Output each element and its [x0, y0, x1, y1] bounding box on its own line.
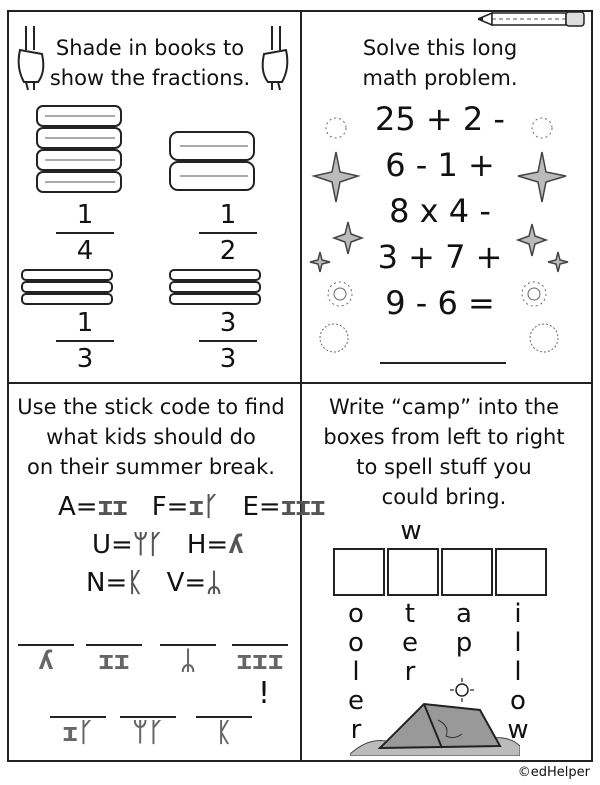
fraction-bar — [56, 232, 114, 234]
fraction-three-thirds — [193, 308, 263, 374]
fraction-bar — [199, 340, 257, 342]
code-u-label: U= — [92, 530, 133, 560]
col3-letter-2: p — [455, 628, 473, 658]
fraction-numerator: 1 — [76, 308, 94, 338]
stick-clue: ɪᚴ — [62, 718, 94, 748]
fraction-denominator: 3 — [219, 344, 237, 374]
col1-letter-4: e — [348, 686, 364, 716]
col2-letter-3: r — [404, 657, 416, 687]
stick-v-icon: ᛦ — [206, 568, 221, 598]
vertical-divider — [300, 12, 302, 760]
col4-letter-1: i — [514, 599, 522, 629]
code-n-label: N= — [86, 568, 128, 598]
top-letter-w: w — [400, 516, 422, 546]
fraction-bar — [199, 232, 257, 234]
answer-line[interactable] — [380, 362, 506, 364]
col2-letter-1: t — [404, 599, 416, 629]
math-line-2: 6 - 1 + — [385, 146, 495, 184]
stick-clue: ᛦ — [180, 646, 196, 676]
code-a-label: A= — [58, 492, 98, 522]
letter-box-2[interactable] — [387, 548, 439, 596]
stick-clue: ʎ — [38, 646, 54, 676]
exclamation-mark: ! — [258, 676, 271, 711]
answer-blank-4[interactable] — [232, 644, 288, 676]
q1-title-line2: show the fractions. — [49, 66, 251, 90]
col1-letter-2: o — [348, 628, 364, 658]
math-line-4: 3 + 7 + — [377, 238, 503, 276]
letter-box-3[interactable] — [441, 548, 493, 596]
fraction-numerator: 1 — [219, 200, 237, 230]
q3-title-line1: Use the stick code to find — [17, 395, 285, 419]
book-stack-three-b — [168, 268, 264, 308]
col4-letter-5: w — [507, 715, 529, 745]
fraction-one-fourth — [50, 200, 120, 266]
q4-title-line2: boxes from left to right — [323, 425, 565, 449]
q1-title-line1: Shade in books to — [55, 36, 245, 60]
fraction-numerator: 1 — [76, 200, 94, 230]
stick-h-icon: ʎ — [228, 530, 243, 560]
col1-letter-3: l — [352, 657, 360, 687]
code-h-label: H= — [186, 530, 229, 560]
answer-blank-7[interactable] — [196, 716, 252, 748]
stick-f-icon: ɪᚴ — [188, 492, 218, 522]
col2-letter-2: e — [402, 628, 418, 658]
horizontal-divider — [9, 382, 591, 384]
book-stack-three-a — [20, 268, 116, 308]
fraction-denominator: 2 — [219, 236, 237, 266]
stick-a-icon: ɪɪ — [97, 492, 127, 522]
fraction-bar — [56, 340, 114, 342]
stick-clue: ɪɪ — [98, 646, 130, 676]
fraction-one-third — [50, 308, 120, 374]
fireworks-left-icon — [306, 112, 366, 370]
fraction-denominator: 4 — [76, 236, 94, 266]
code-e-label: E= — [242, 492, 281, 522]
answer-blank-1[interactable] — [18, 644, 74, 676]
fireworks-right-icon — [510, 112, 576, 370]
letter-box-4[interactable] — [495, 548, 547, 596]
pointing-hand-right-icon — [258, 24, 294, 94]
code-v-label: V= — [166, 568, 207, 598]
stick-u-icon: ᛘᚴ — [132, 530, 163, 560]
letter-box-1[interactable] — [333, 548, 385, 596]
answer-blank-2[interactable] — [86, 644, 142, 676]
code-row-2 — [92, 530, 243, 560]
stick-clue: ɪɪɪ — [236, 646, 284, 676]
fraction-numerator: 3 — [219, 308, 237, 338]
math-line-3: 8 x 4 - — [389, 192, 491, 230]
math-line-5: 9 - 6 = — [385, 284, 495, 322]
q4-title-line3: to spell stuff you — [356, 455, 532, 479]
copyright-footer: ©edHelper — [517, 765, 590, 780]
col4-letter-2: l — [514, 628, 522, 658]
book-stack-four — [35, 104, 125, 200]
stick-e-icon: ɪɪɪ — [280, 492, 325, 522]
stick-n-icon: ᛕ — [127, 568, 142, 598]
answer-blank-6[interactable] — [120, 716, 176, 748]
answer-blank-5[interactable] — [50, 716, 106, 748]
stick-clue: ᛘᚴ — [132, 718, 164, 748]
q2-title-line2: math problem. — [362, 66, 518, 90]
stick-clue: ᛕ — [216, 718, 232, 748]
code-row-3 — [86, 568, 221, 598]
fraction-one-half — [193, 200, 263, 266]
col4-letter-3: l — [514, 657, 522, 687]
col1-letter-1: o — [348, 599, 364, 629]
pencil-icon — [478, 8, 588, 30]
col1-letter-5: r — [350, 715, 362, 745]
q4-title-line4: could bring. — [381, 485, 507, 509]
q3-title-line3: on their summer break. — [27, 455, 275, 479]
q3-title-line2: what kids should do — [46, 425, 256, 449]
math-line-1: 25 + 2 - — [375, 100, 505, 138]
answer-blank-3[interactable] — [160, 644, 216, 676]
code-row-1 — [58, 492, 325, 522]
fraction-denominator: 3 — [76, 344, 94, 374]
q4-title-line1: Write “camp” into the — [328, 395, 560, 419]
col4-letter-4: o — [510, 686, 526, 716]
col3-letter-1: a — [456, 599, 472, 629]
book-stack-two — [168, 130, 258, 196]
code-f-label: F= — [151, 492, 189, 522]
q2-title-line1: Solve this long — [362, 36, 518, 60]
